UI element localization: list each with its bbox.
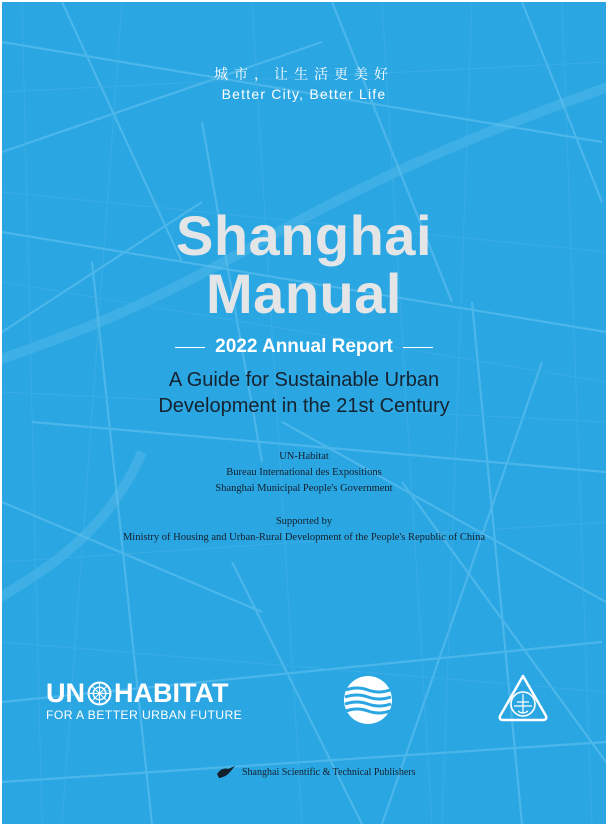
un-habitat-word-right: HABITAT [114,678,229,708]
organizer-shanghai-government: Shanghai Municipal People's Government [215,483,393,494]
guide-line-2: Development in the 21st Century [158,395,450,417]
report-cover [2,2,606,824]
title-line-1: Shanghai [175,204,433,267]
slogan-chinese: 城市，让生活更美好 [214,67,394,83]
un-habitat-logo [46,679,242,722]
slogan-english: Better City, Better Life [221,86,387,102]
un-habitat-word-left: UN [46,678,85,708]
supported-by-label: Supported by [275,516,333,527]
subtitle: 2022 Annual Report [215,336,393,357]
organizer-bie: Bureau International des Expositions [226,467,382,478]
organizer-un-habitat: UN-Habitat [279,451,329,462]
right-rule [403,347,433,348]
un-habitat-wordmark [46,679,242,707]
left-rule [175,347,205,348]
publisher-name: Shanghai Scientific & Technical Publishers [242,766,416,778]
subtitle-row [2,335,606,359]
un-habitat-tagline: FOR A BETTER URBAN FUTURE [46,708,243,722]
publisher-logo-icon [216,765,236,779]
un-emblem-icon [87,681,112,706]
publisher [216,765,416,779]
supporter-ministry: Ministry of Housing and Urban-Rural Development of the People's Republic of China [122,532,486,543]
bie-logo-icon [343,675,393,725]
shanghai-expo-logo-icon [497,673,549,723]
guide-line-1: A Guide for Sustainable Urban [168,369,440,391]
title-line-2: Manual [206,262,402,325]
